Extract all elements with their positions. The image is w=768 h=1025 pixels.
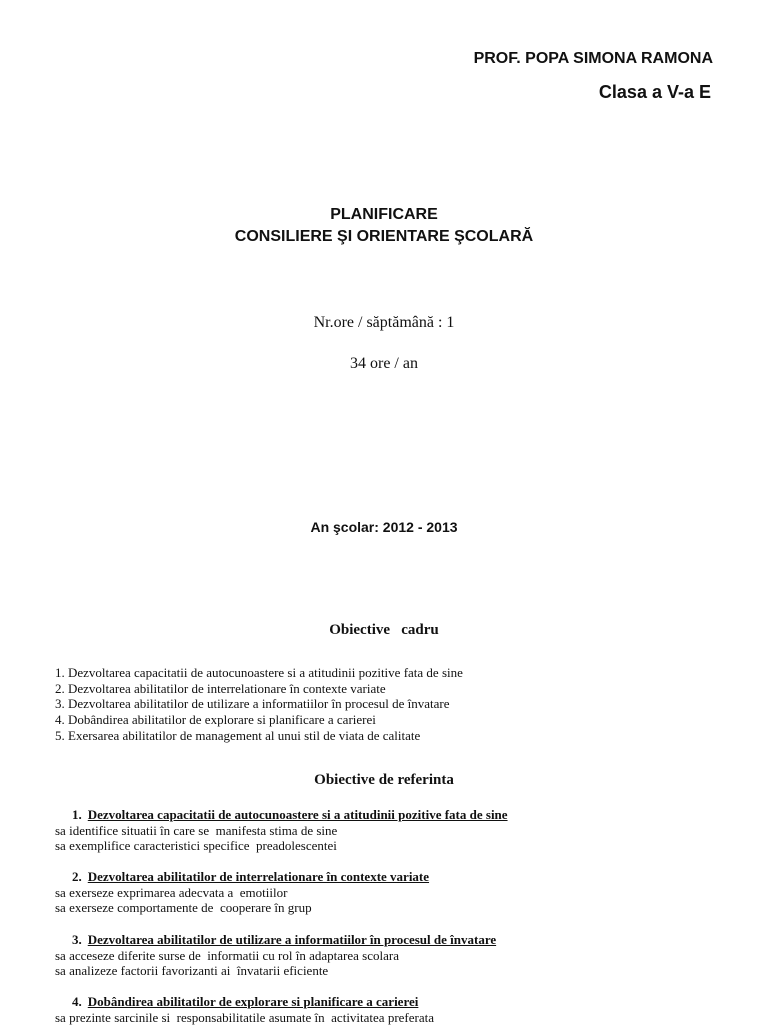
reference-group-3 — [55, 932, 496, 979]
list-item: sa identifice situatii în care se manifesta stima de sine — [55, 823, 508, 839]
list-item: 1. Dezvoltarea capacitatii de autocunoastere si a atitudinii pozitive fata de sine — [55, 665, 463, 681]
list-item: sa exerseze exprimarea adecvata a emotiilor — [55, 885, 429, 901]
hours-per-week: Nr.ore / săptămână : 1 — [0, 314, 768, 332]
general-objectives-list — [55, 665, 463, 744]
group-title-text: Dobândirea abilitatilor de explorare si planificare a carierei — [88, 994, 419, 1009]
list-item: 3. Dezvoltarea abilitatilor de utilizare a informatiilor în procesul de învatare — [55, 696, 463, 712]
group-number: 2. — [72, 869, 82, 885]
reference-group-title — [55, 932, 496, 948]
list-item: 2. Dezvoltarea abilitatilor de interrelationare în contexte variate — [55, 681, 463, 697]
list-item: 4. Dobândirea abilitatilor de explorare si planificare a carierei — [55, 712, 463, 728]
list-item: sa exemplifice caracteristici specifice preadolescentei — [55, 838, 508, 854]
reference-group-4 — [55, 994, 434, 1025]
reference-group-2 — [55, 869, 429, 916]
document-subtitle: CONSILIERE ŞI ORIENTARE ŞCOLARĂ — [0, 228, 768, 246]
reference-group-title — [55, 869, 429, 885]
list-item: 5. Exersarea abilitatilor de management al unui stil de viata de calitate — [55, 728, 463, 744]
reference-group-1 — [55, 807, 508, 854]
group-title-text: Dezvoltarea abilitatilor de interrelationare în contexte variate — [88, 869, 429, 884]
document-title: PLANIFICARE — [0, 206, 768, 224]
hours-per-year: 34 ore / an — [0, 355, 768, 373]
school-year: An şcolar: 2012 - 2013 — [0, 519, 768, 535]
list-item: sa analizeze factorii favorizanti ai învatarii eficiente — [55, 963, 496, 979]
reference-group-title — [55, 994, 434, 1010]
group-title-text: Dezvoltarea abilitatilor de utilizare a informatiilor în procesul de învatare — [88, 932, 496, 947]
general-objectives-heading: Obiective cadru — [0, 622, 768, 639]
class-label: Clasa a V-a E — [599, 82, 711, 103]
author-name: PROF. POPA SIMONA RAMONA — [474, 50, 713, 68]
reference-group-title — [55, 807, 508, 823]
group-number: 3. — [72, 932, 82, 948]
list-item: sa prezinte sarcinile si responsabilitatile asumate în activitatea preferata — [55, 1010, 434, 1025]
group-title-text: Dezvoltarea capacitatii de autocunoastere si a atitudinii pozitive fata de sine — [88, 807, 508, 822]
group-number: 1. — [72, 807, 82, 823]
reference-objectives-heading: Obiective de referinta — [0, 772, 768, 789]
list-item: sa exerseze comportamente de cooperare în grup — [55, 900, 429, 916]
group-number: 4. — [72, 994, 82, 1010]
list-item: sa acceseze diferite surse de informatii cu rol în adaptarea scolara — [55, 948, 496, 964]
